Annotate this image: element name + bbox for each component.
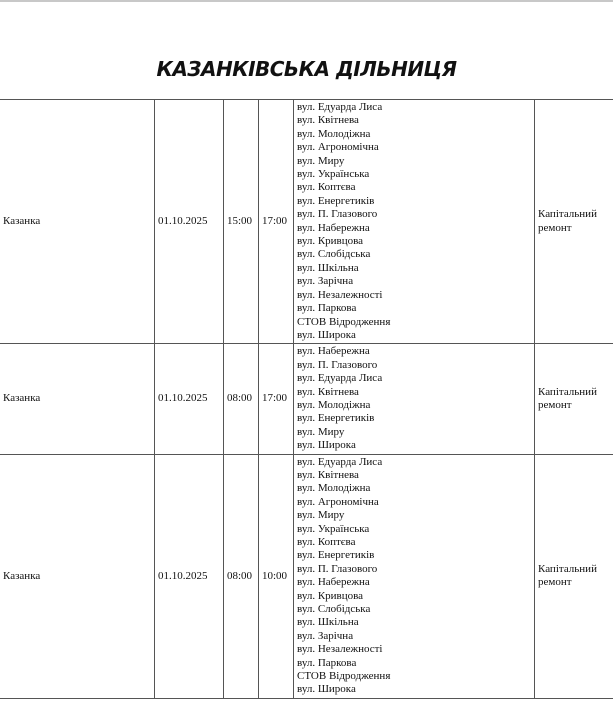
street-item: вул. Едуарда Лиса (297, 372, 383, 385)
street-item: вул. Шкільна (297, 261, 359, 274)
street-item: вул. П. Глазового (297, 562, 378, 575)
street-item: вул. Миру (297, 509, 345, 522)
street-item: вул. Зарічна (297, 275, 354, 288)
street-item: вул. Шкільна (297, 616, 359, 629)
street-item: СТОВ Відродження (297, 670, 391, 683)
street-item: вул. Незалежності (297, 643, 383, 656)
street-item: вул. Квітнева (297, 114, 359, 127)
outage-schedule-table (0, 99, 613, 699)
street-item: вул. Кривцова (297, 235, 364, 248)
street-item: вул. Агрономічна (297, 141, 379, 154)
street-item: вул. Квітнева (297, 468, 359, 481)
streets-cell (294, 100, 535, 344)
street-item: вул. Коптєва (297, 536, 356, 548)
reason-cell: Капітальний ремонт (535, 344, 613, 454)
street-item: вул. Кривцова (297, 589, 364, 602)
page-title: КАЗАНКІВСЬКА ДІЛЬНИЦЯ (156, 57, 457, 81)
table-row (0, 344, 613, 454)
street-item: вул. Едуарда Лиса (297, 101, 383, 113)
street-item: вул. Миру (297, 154, 345, 167)
street-item: вул. Набережна (297, 345, 370, 358)
top-divider (0, 0, 613, 2)
end-time-cell: 17:00 (259, 100, 294, 344)
street-item: вул. Едуарда Лиса (297, 455, 383, 468)
street-item: вул. Широка (297, 328, 356, 341)
start-time-cell: 15:00 (224, 100, 259, 344)
street-item: вул. Агрономічна (297, 495, 379, 508)
street-item: вул. Набережна (297, 221, 370, 234)
table-row (0, 454, 613, 698)
reason-cell: Капітальний ремонт (535, 100, 613, 344)
date-cell: 01.10.2025 (155, 100, 224, 344)
street-item: вул. Енергетиків (297, 194, 375, 207)
street-item: вул. Молодіжна (297, 127, 371, 140)
street-item: вул. Набережна (297, 576, 370, 589)
street-item: вул. Українська (297, 168, 370, 181)
streets-cell (294, 454, 535, 698)
street-item: вул. Слобідська (297, 603, 371, 616)
street-item: вул. Молодіжна (297, 482, 371, 495)
street-item: вул. П. Глазового (297, 208, 378, 221)
street-item: СТОВ Відродження (297, 315, 391, 328)
street-item: вул. Паркова (297, 302, 357, 315)
date-cell: 01.10.2025 (155, 454, 224, 698)
street-item: вул. Паркова (297, 656, 357, 669)
start-time-cell: 08:00 (224, 344, 259, 454)
street-item: вул. Квітнева (297, 385, 359, 398)
place-cell: Казанка (0, 100, 155, 344)
street-item: вул. Енергетиків (297, 412, 375, 425)
street-item: вул. Миру (297, 425, 345, 438)
street-item: вул. Українська (297, 522, 370, 535)
street-item: вул. Широка (297, 439, 356, 452)
date-cell: 01.10.2025 (155, 344, 224, 454)
street-item: вул. Незалежності (297, 288, 383, 301)
street-item: вул. Слобідська (297, 248, 371, 261)
end-time-cell: 10:00 (259, 454, 294, 698)
street-item: вул. Зарічна (297, 629, 354, 642)
street-item: вул. Широка (297, 683, 356, 696)
street-item: вул. Молодіжна (297, 398, 371, 411)
street-item: вул. Енергетиків (297, 549, 375, 562)
reason-cell: Капітальний ремонт (535, 454, 613, 698)
street-item: вул. Коптєва (297, 181, 356, 194)
end-time-cell: 17:00 (259, 344, 294, 454)
table-row (0, 100, 613, 344)
start-time-cell: 08:00 (224, 454, 259, 698)
street-item: вул. П. Глазового (297, 358, 378, 371)
place-cell: Казанка (0, 454, 155, 698)
place-cell: Казанка (0, 344, 155, 454)
streets-cell (294, 344, 535, 454)
